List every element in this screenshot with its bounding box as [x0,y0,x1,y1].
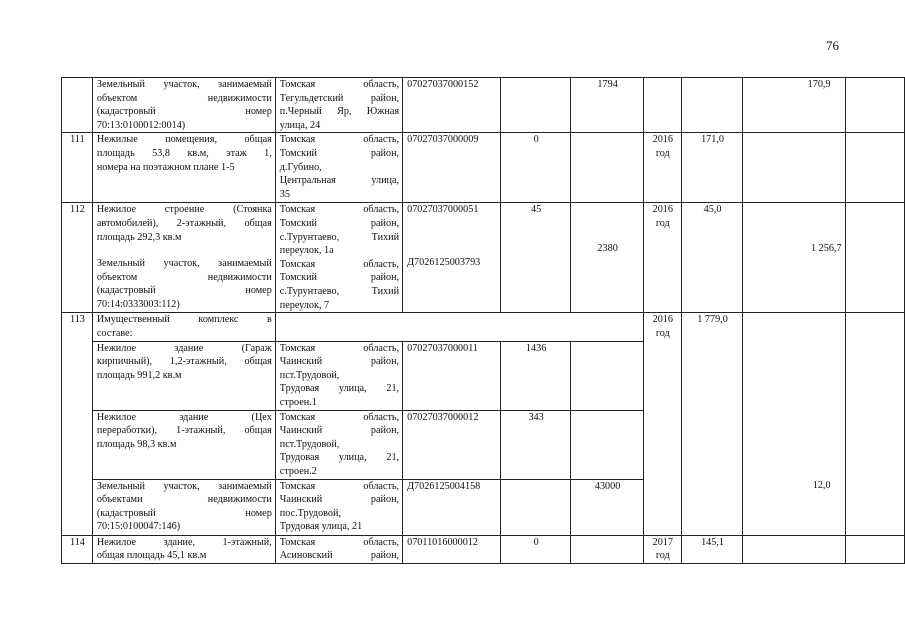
object-address: Томская область, Тегульдетский район, п.Черный Яр, Южная улица, 24 [275,78,402,133]
object-address: Томская область, Томский район, д.Губино, Центральная улица, 35 [275,133,402,203]
building-area [500,479,570,535]
table-row [62,410,905,479]
land-price [743,410,845,479]
row-number: 114 [62,535,93,563]
note [845,133,904,203]
object-description: Нежилые помещения, общая площадь 53,8 кв.м, этаж 1, номера на поэтажном плане 1-5 [92,133,275,203]
registry-code: 07027037000011 [403,341,501,410]
land-price [743,133,845,203]
land-price [743,341,845,410]
note [845,203,904,313]
note [845,313,904,535]
property-table [61,77,905,564]
table-row [62,313,905,341]
year: 2016 год [643,313,681,535]
building-area: 0 [500,535,570,563]
registry-code: 07027037000009 [403,133,501,203]
land-price: 170,9 [743,78,845,133]
object-address: Томская область, Чаинский район, пст.Трудовой, Трудовая улица, 21, строен.2 [275,410,402,479]
land-price: 12,0 [743,479,845,535]
table-row [62,78,905,133]
building-area: 1436 [500,341,570,410]
object-address: Томская область, Асиновский район, [275,535,402,563]
complex-header-span [275,313,643,341]
land-area: 1794 [571,78,644,133]
object-address: Томская область, Чаинский район, пст.Трудовой, Трудовая улица, 21, строен.1 [275,341,402,410]
year [643,78,681,133]
land-area [571,535,644,563]
building-price: 1 779,0 [681,313,743,535]
land-area: 2380 [571,203,644,313]
table-row [62,535,905,563]
registry-code: 07027037000152 [403,78,501,133]
building-area [500,78,570,133]
table-row [62,133,905,203]
registry-code: 07027037000012 [403,410,501,479]
object-description: Нежилое здание (Цех переработки), 1-этажный, общая площадь 98,3 кв.м [92,410,275,479]
land-price [743,535,845,563]
land-area [571,341,644,410]
building-area: 45 [500,203,570,313]
row-number: 113 [62,313,93,535]
row-number: 112 [62,203,93,313]
land-area: 43000 [571,479,644,535]
note [845,535,904,563]
object-description: Земельный участок, занимаемый объектом недвижимости (кадастровый номер 70:13:0100012:0014) [92,78,275,133]
row-number [62,78,93,133]
object-description: Земельный участок, занимаемый объектами недвижимости (кадастровый номер 70:15:0100047:146) [92,479,275,535]
land-area [571,410,644,479]
object-description: Имущественный комплекс в составе: [92,313,275,341]
year: 2016 год [643,203,681,313]
object-address: Томская область, Томский район, с.Турунтаево, Тихий переулок, 1а Томская область, Томский район, с.Турунтаево, Тихий переулок, 7 [275,203,402,313]
registry-code: Д7026125004158 [403,479,501,535]
row-number: 111 [62,133,93,203]
object-description: Нежилое здание, 1-этажный, общая площадь 45,1 кв.м [92,535,275,563]
table-row [62,341,905,410]
object-description: Нежилое строение (Стоянка автомобилей), 2-этажный, общая площадь 292,3 кв.м Земельный участок, занимаемый объектом недвижимости (кадастровый номер 70:14:0333003:112) [92,203,275,313]
building-price: 171,0 [681,133,743,203]
building-price: 45,0 [681,203,743,313]
registry-code: 07011016000012 [403,535,501,563]
land-price [743,313,845,341]
building-price: 145,1 [681,535,743,563]
building-area: 343 [500,410,570,479]
table-row [62,479,905,535]
page-number: 76 [826,38,839,53]
building-area: 0 [500,133,570,203]
building-price [681,78,743,133]
object-address: Томская область, Чаинский район, пос.Трудовой, Трудовая улица, 21 [275,479,402,535]
table-row [62,203,905,313]
registry-code: 07027037000051 Д7026125003793 [403,203,501,313]
note [845,78,904,133]
year: 2017 год [643,535,681,563]
land-area [571,133,644,203]
object-description: Нежилое здание (Гараж кирпичный), 1,2-этажный, общая площадь 991,2 кв.м [92,341,275,410]
land-price: 1 256,7 [743,203,845,313]
year: 2016 год [643,133,681,203]
